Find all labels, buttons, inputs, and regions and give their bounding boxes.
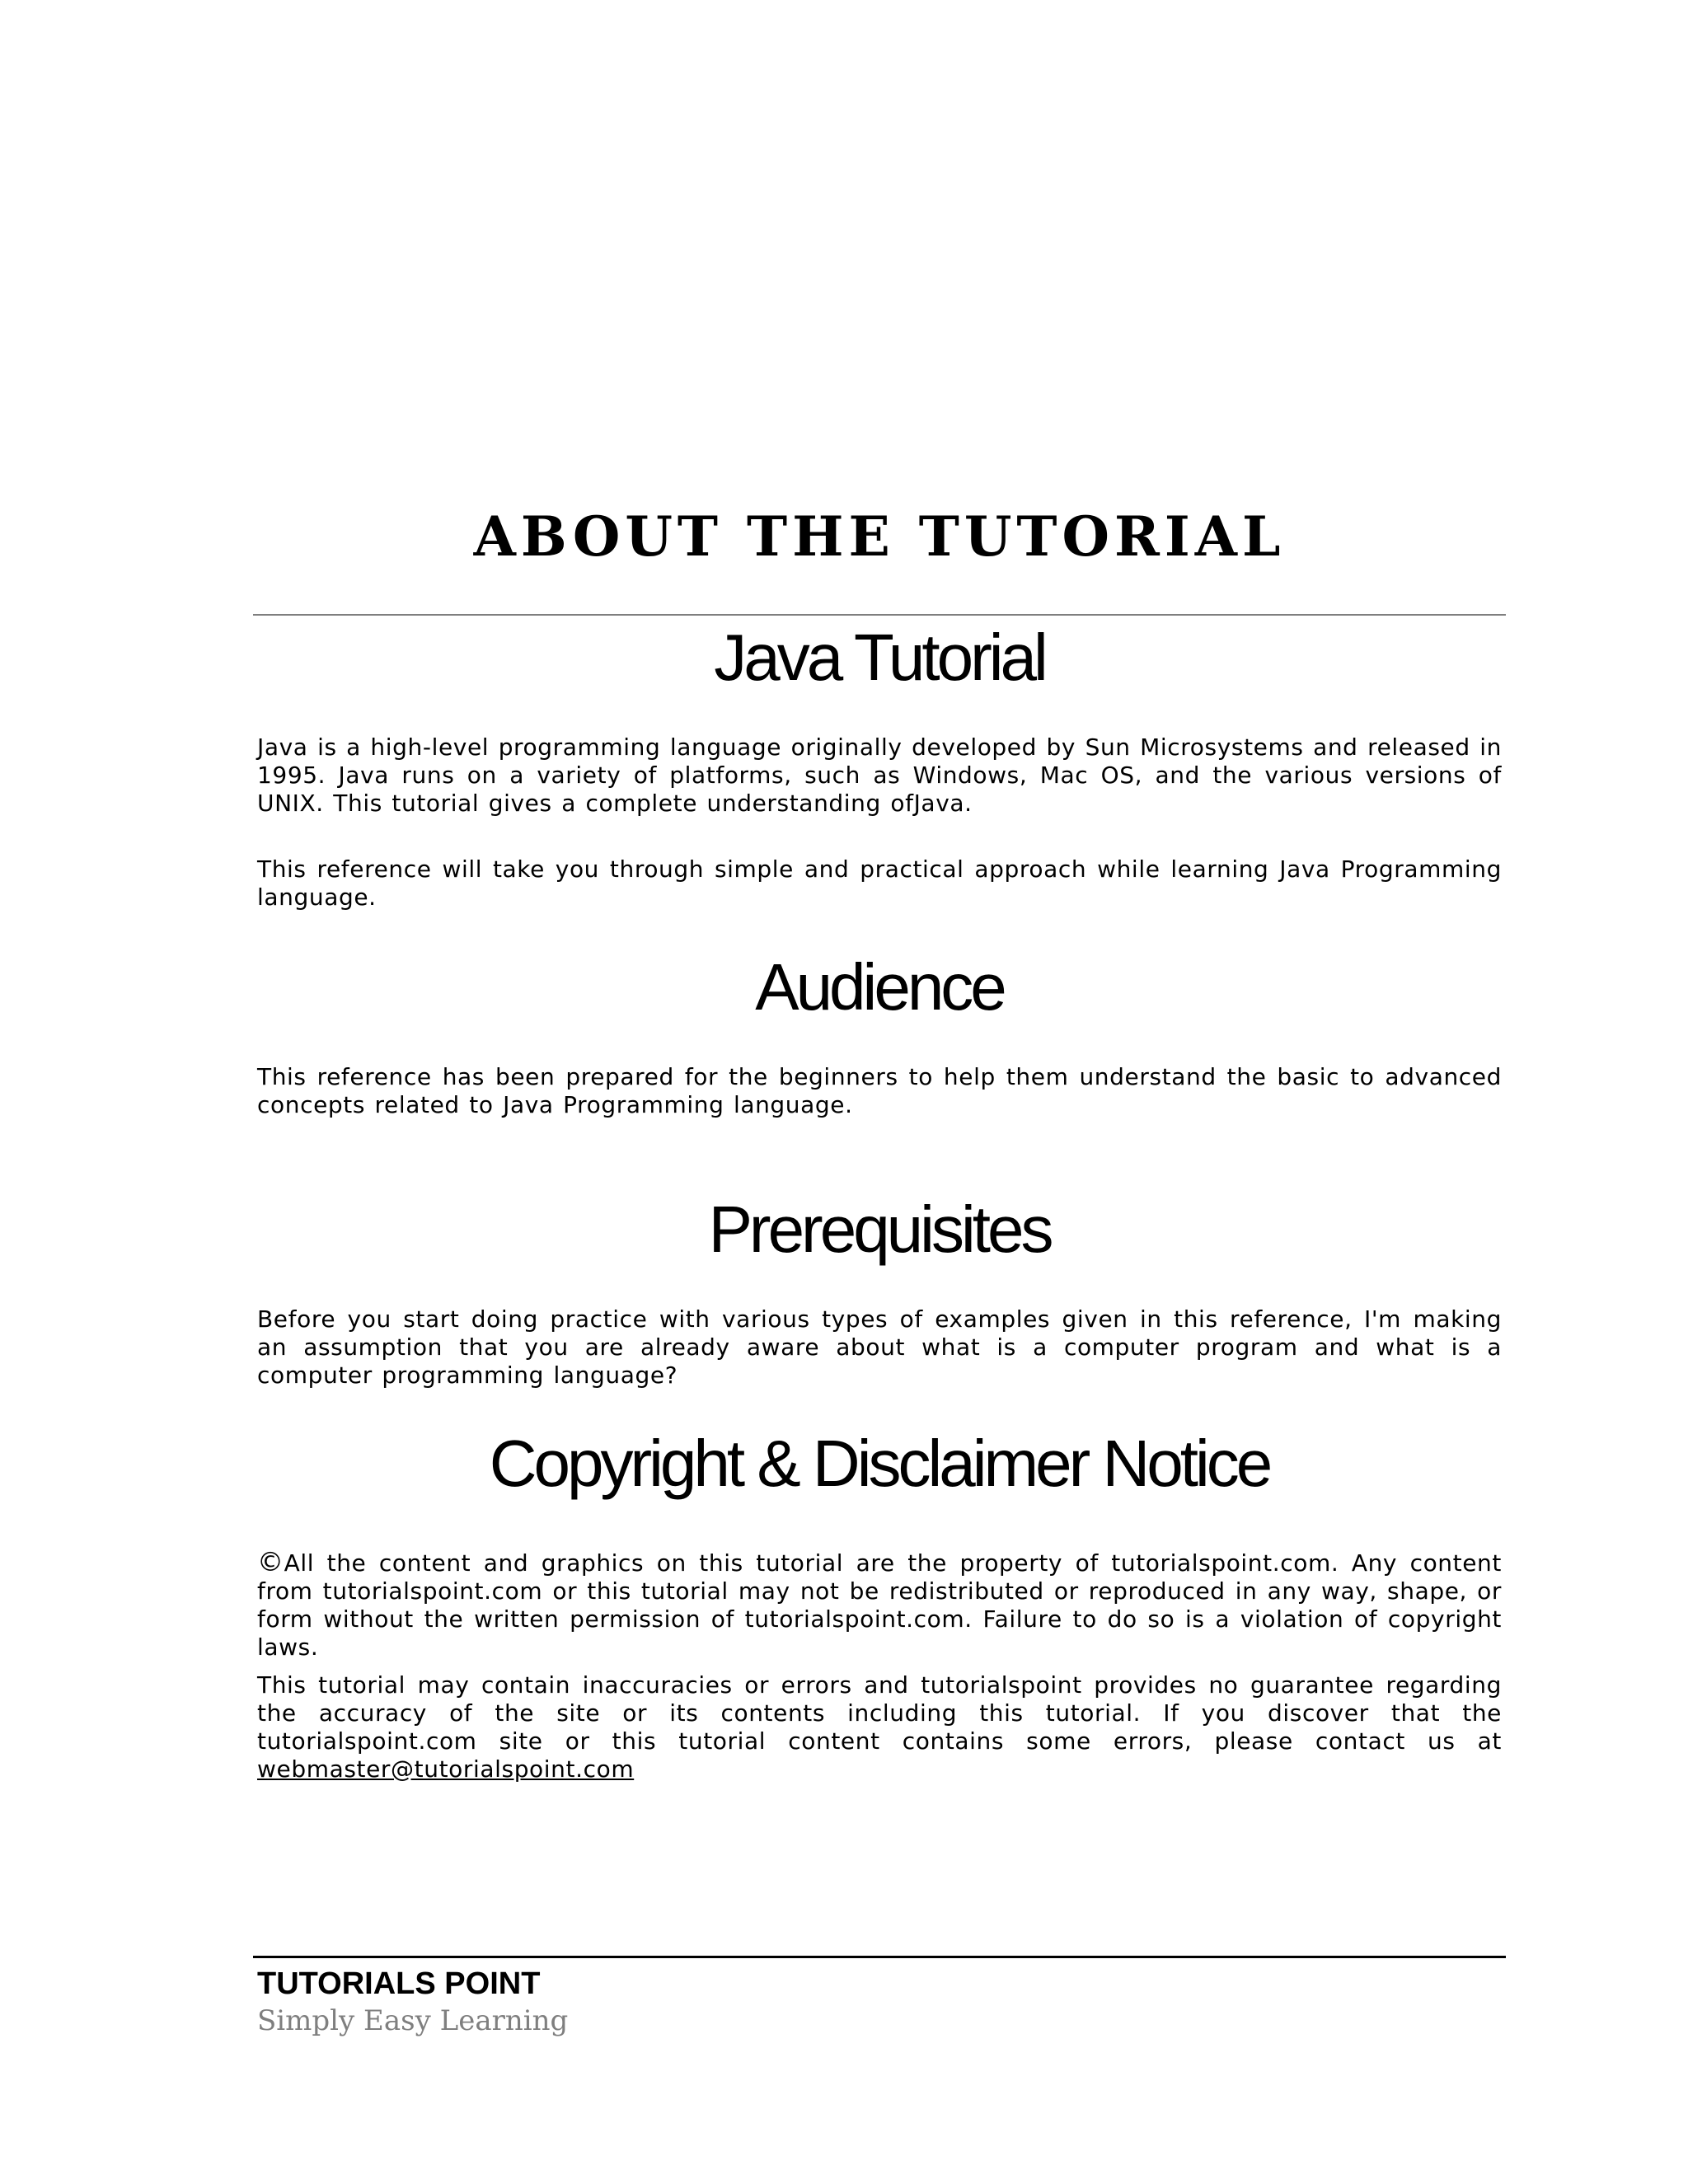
copyright-paragraph-1: [257, 1548, 1502, 1661]
prerequisites-heading: Prerequisites: [708, 1193, 1051, 1266]
copyright-paragraph-1-text: All the content and graphics on this tutorial are the property of tutorialspoint.com. Any content from tutorialspoint.com or this tutorial may not be redistributed or reproduced in any way, shape, or form without the written permission of tutorialspoint.com. Failure to do so is a violation of copyright laws.: [257, 1549, 1502, 1661]
page-title: ABOUT THE TUTORIAL: [473, 504, 1286, 569]
audience-heading: Audience: [755, 950, 1004, 1024]
prerequisites-paragraph: Before you start doing practice with various types of examples given in this reference, I'm making an assumption that you are already aware about what is a computer program and what is a computer programming language?: [257, 1305, 1502, 1389]
copyright-paragraph-2: [257, 1671, 1502, 1783]
contact-email-link[interactable]: webmaster@tutorialspoint.com: [257, 1755, 635, 1783]
copyright-symbol: ©: [257, 1546, 284, 1577]
footer-divider: [253, 1956, 1506, 1958]
copyright-heading: Copyright & Disclaimer Notice: [489, 1427, 1270, 1500]
footer-brand: TUTORIALS POINT: [257, 1966, 541, 2001]
footer-tagline: Simply Easy Learning: [257, 2004, 569, 2037]
title-divider: [253, 614, 1506, 616]
copyright-paragraph-2-text: This tutorial may contain inaccuracies or errors and tutorialspoint provides no guarantee regarding the accuracy of the site or its contents including this tutorial. If you discover that the tutorialspoint.com site or this tutorial content contains some errors, please contact us at: [257, 1671, 1502, 1755]
audience-paragraph: This reference has been prepared for the beginners to help them understand the basic to advanced concepts related to Java Programming language.: [257, 1063, 1502, 1118]
java-tutorial-heading: Java Tutorial: [714, 621, 1045, 694]
java-tutorial-paragraph-2: This reference will take you through simple and practical approach while learning Java Programming language.: [257, 855, 1502, 911]
java-tutorial-paragraph-1: Java is a high-level programming language originally developed by Sun Microsystems and released in 1995. Java runs on a variety of platforms, such as Windows, Mac OS, and the various versions of UNIX. This tutorial gives a complete understanding ofJava.: [257, 733, 1502, 817]
